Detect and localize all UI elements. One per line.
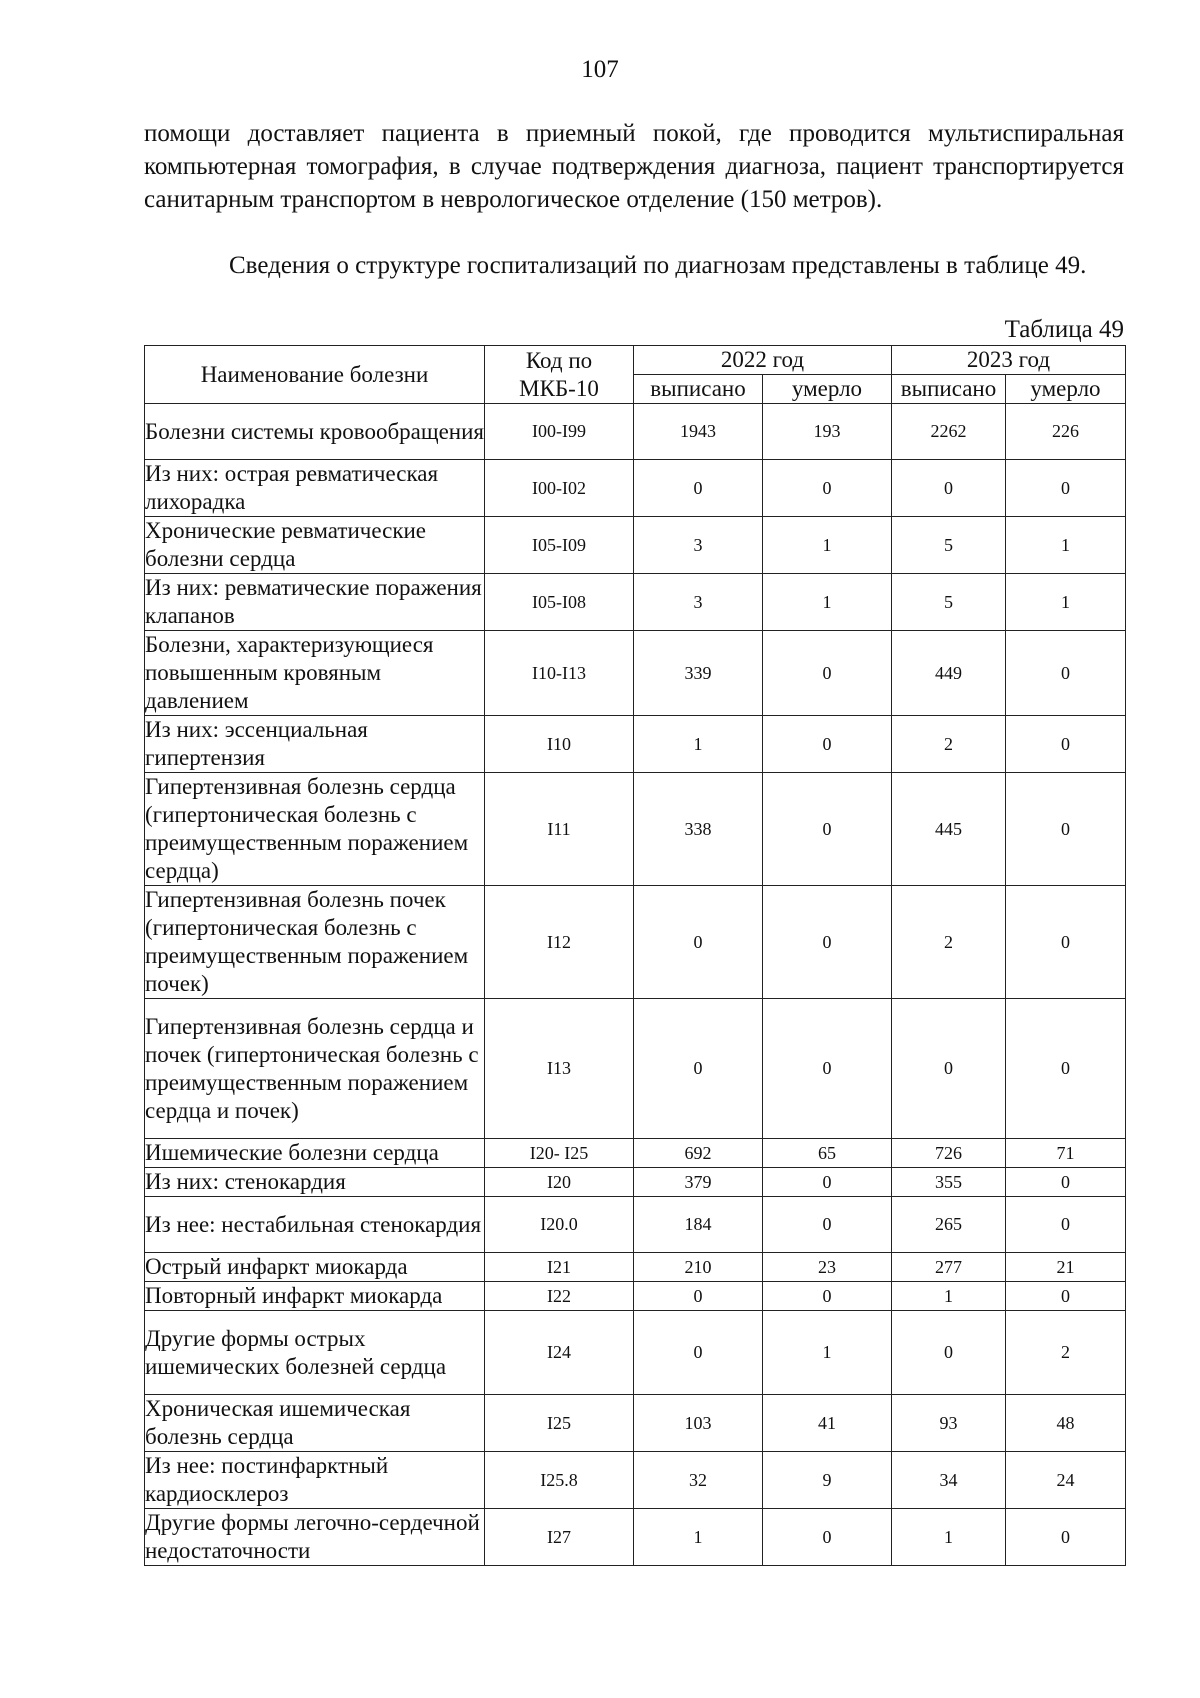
- died-2023-cell: 0: [1006, 631, 1126, 716]
- discharged-2023-cell: 2: [892, 716, 1006, 773]
- discharged-2022-cell: 103: [634, 1395, 763, 1452]
- discharged-2022-cell: 339: [634, 631, 763, 716]
- disease-name-cell: Из них: эссенциальная гипертензия: [145, 716, 485, 773]
- discharged-2022-cell: 1: [634, 716, 763, 773]
- table-row: [145, 1509, 1126, 1566]
- died-2022-cell: 1: [763, 1311, 892, 1395]
- died-2023-cell: 0: [1006, 1168, 1126, 1197]
- header-year-2022: 2022 год: [634, 346, 892, 375]
- table-row: [145, 1139, 1126, 1168]
- disease-name-cell: Из них: ревматические поражения клапанов: [145, 574, 485, 631]
- died-2023-cell: 21: [1006, 1253, 1126, 1282]
- discharged-2022-cell: 1: [634, 1509, 763, 1566]
- disease-name-cell: Повторный инфаркт миокарда: [145, 1282, 485, 1311]
- died-2023-cell: 0: [1006, 999, 1126, 1139]
- icd-code-cell: I20- I25: [485, 1139, 634, 1168]
- disease-name-cell: Из них: острая ревматическая лихорадка: [145, 460, 485, 517]
- discharged-2023-cell: 277: [892, 1253, 1006, 1282]
- icd-code-cell: I20.0: [485, 1197, 634, 1253]
- disease-name-cell: Хроническая ишемическая болезнь сердца: [145, 1395, 485, 1452]
- disease-name-cell: Хронические ревматические болезни сердца: [145, 517, 485, 574]
- discharged-2023-cell: 93: [892, 1395, 1006, 1452]
- died-2022-cell: 1: [763, 574, 892, 631]
- discharged-2023-cell: 0: [892, 460, 1006, 517]
- header-2022-died: умерло: [763, 375, 892, 404]
- died-2023-cell: 1: [1006, 517, 1126, 574]
- discharged-2022-cell: 0: [634, 886, 763, 999]
- died-2023-cell: 0: [1006, 773, 1126, 886]
- table-row: [145, 1253, 1126, 1282]
- hospitalization-table: [144, 345, 1126, 1566]
- table-body: [145, 404, 1126, 1566]
- died-2022-cell: 23: [763, 1253, 892, 1282]
- disease-name-cell: Другие формы острых ишемических болезней сердца: [145, 1311, 485, 1395]
- discharged-2022-cell: 1943: [634, 404, 763, 460]
- died-2023-cell: 48: [1006, 1395, 1126, 1452]
- disease-name-cell: Болезни, характеризующиеся повышенным кровяным давлением: [145, 631, 485, 716]
- header-2023-discharged: выписано: [892, 375, 1006, 404]
- icd-code-cell: I20: [485, 1168, 634, 1197]
- body-paragraph-2: Сведения о структуре госпитализаций по диагнозам представлены в таблице 49.: [229, 252, 1087, 279]
- died-2023-cell: 0: [1006, 716, 1126, 773]
- table-row: [145, 631, 1126, 716]
- discharged-2023-cell: 1: [892, 1509, 1006, 1566]
- page-number: 107: [581, 56, 619, 83]
- table-row: [145, 886, 1126, 999]
- died-2023-cell: 0: [1006, 1509, 1126, 1566]
- discharged-2022-cell: 3: [634, 574, 763, 631]
- icd-code-cell: I27: [485, 1509, 634, 1566]
- died-2023-cell: 0: [1006, 886, 1126, 999]
- table-row: [145, 574, 1126, 631]
- icd-code-cell: I00-I02: [485, 460, 634, 517]
- table-row: [145, 1452, 1126, 1509]
- header-disease-name: Наименование болезни: [145, 346, 485, 404]
- icd-code-cell: I00-I99: [485, 404, 634, 460]
- disease-name-cell: Из нее: нестабильная стенокардия: [145, 1197, 485, 1253]
- discharged-2022-cell: 0: [634, 1311, 763, 1395]
- icd-code-cell: I05-I08: [485, 574, 634, 631]
- icd-code-cell: I12: [485, 886, 634, 999]
- header-2023-died: умерло: [1006, 375, 1126, 404]
- discharged-2023-cell: 265: [892, 1197, 1006, 1253]
- discharged-2023-cell: 34: [892, 1452, 1006, 1509]
- died-2022-cell: 41: [763, 1395, 892, 1452]
- discharged-2023-cell: 355: [892, 1168, 1006, 1197]
- died-2023-cell: 0: [1006, 460, 1126, 517]
- discharged-2023-cell: 445: [892, 773, 1006, 886]
- body-paragraph-1: помощи доставляет пациента в приемный покой, где проводится мультиспиральная компьютерная томография, в случае подтверждения диагноза, пациент транспортируется санитарным транспортом в неврологическое отделение (150 метров).: [144, 120, 1124, 213]
- table-caption: Таблица 49: [1004, 316, 1124, 343]
- icd-code-cell: I24: [485, 1311, 634, 1395]
- died-2022-cell: 0: [763, 773, 892, 886]
- disease-name-cell: Из нее: постинфарктный кардиосклероз: [145, 1452, 485, 1509]
- disease-name-cell: Гипертензивная болезнь сердца (гипертоническая болезнь с преимущественным поражением сердца): [145, 773, 485, 886]
- table-row: [145, 999, 1126, 1139]
- disease-name-cell: Другие формы легочно-сердечной недостаточности: [145, 1509, 485, 1566]
- discharged-2023-cell: 5: [892, 517, 1006, 574]
- discharged-2022-cell: 3: [634, 517, 763, 574]
- died-2022-cell: 193: [763, 404, 892, 460]
- header-2022-discharged: выписано: [634, 375, 763, 404]
- disease-name-cell: Гипертензивная болезнь почек (гипертоническая болезнь с преимущественным поражением почек): [145, 886, 485, 999]
- discharged-2022-cell: 32: [634, 1452, 763, 1509]
- discharged-2023-cell: 449: [892, 631, 1006, 716]
- died-2023-cell: 0: [1006, 1197, 1126, 1253]
- disease-name-cell: Ишемические болезни сердца: [145, 1139, 485, 1168]
- discharged-2022-cell: 338: [634, 773, 763, 886]
- table-row: [145, 1311, 1126, 1395]
- discharged-2023-cell: 5: [892, 574, 1006, 631]
- discharged-2023-cell: 726: [892, 1139, 1006, 1168]
- died-2022-cell: 0: [763, 1282, 892, 1311]
- died-2022-cell: 0: [763, 999, 892, 1139]
- died-2023-cell: 0: [1006, 1282, 1126, 1311]
- died-2022-cell: 0: [763, 716, 892, 773]
- header-icd-code: Код по МКБ-10: [485, 346, 634, 404]
- table-row: [145, 1395, 1126, 1452]
- table-row: [145, 773, 1126, 886]
- table-row: [145, 1197, 1126, 1253]
- icd-code-cell: I21: [485, 1253, 634, 1282]
- icd-code-cell: I10-I13: [485, 631, 634, 716]
- discharged-2022-cell: 379: [634, 1168, 763, 1197]
- table-row: [145, 460, 1126, 517]
- died-2023-cell: 71: [1006, 1139, 1126, 1168]
- disease-name-cell: Гипертензивная болезнь сердца и почек (гипертоническая болезнь с преимущественным поражением сердца и почек): [145, 999, 485, 1139]
- died-2023-cell: 24: [1006, 1452, 1126, 1509]
- disease-name-cell: Из них: стенокардия: [145, 1168, 485, 1197]
- died-2022-cell: 0: [763, 1509, 892, 1566]
- icd-code-cell: I05-I09: [485, 517, 634, 574]
- disease-name-cell: Болезни системы кровообращения: [145, 404, 485, 460]
- icd-code-cell: I25: [485, 1395, 634, 1452]
- died-2022-cell: 0: [763, 631, 892, 716]
- icd-code-cell: I25.8: [485, 1452, 634, 1509]
- discharged-2022-cell: 210: [634, 1253, 763, 1282]
- died-2022-cell: 0: [763, 886, 892, 999]
- discharged-2023-cell: 0: [892, 1311, 1006, 1395]
- discharged-2022-cell: 0: [634, 1282, 763, 1311]
- died-2022-cell: 0: [763, 460, 892, 517]
- discharged-2022-cell: 0: [634, 999, 763, 1139]
- died-2023-cell: 226: [1006, 404, 1126, 460]
- discharged-2023-cell: 1: [892, 1282, 1006, 1311]
- icd-code-cell: I10: [485, 716, 634, 773]
- table-row: [145, 1168, 1126, 1197]
- discharged-2022-cell: 184: [634, 1197, 763, 1253]
- died-2022-cell: 0: [763, 1197, 892, 1253]
- discharged-2022-cell: 692: [634, 1139, 763, 1168]
- table-row: [145, 517, 1126, 574]
- died-2023-cell: 2: [1006, 1311, 1126, 1395]
- table-row: [145, 716, 1126, 773]
- discharged-2023-cell: 0: [892, 999, 1006, 1139]
- icd-code-cell: I13: [485, 999, 634, 1139]
- died-2022-cell: 0: [763, 1168, 892, 1197]
- discharged-2023-cell: 2: [892, 886, 1006, 999]
- died-2022-cell: 1: [763, 517, 892, 574]
- table-row: [145, 404, 1126, 460]
- icd-code-cell: I11: [485, 773, 634, 886]
- died-2022-cell: 65: [763, 1139, 892, 1168]
- discharged-2023-cell: 2262: [892, 404, 1006, 460]
- table-row: [145, 1282, 1126, 1311]
- icd-code-cell: I22: [485, 1282, 634, 1311]
- died-2022-cell: 9: [763, 1452, 892, 1509]
- disease-name-cell: Острый инфаркт миокарда: [145, 1253, 485, 1282]
- header-year-2023: 2023 год: [892, 346, 1126, 375]
- discharged-2022-cell: 0: [634, 460, 763, 517]
- died-2023-cell: 1: [1006, 574, 1126, 631]
